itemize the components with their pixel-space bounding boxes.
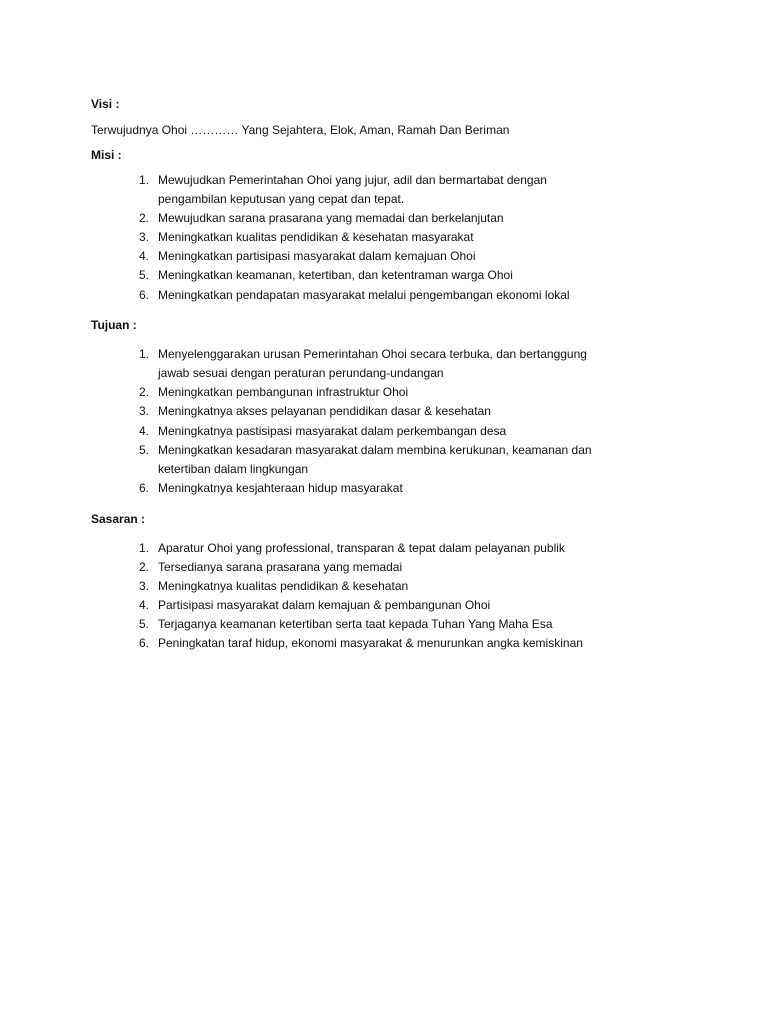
sasaran-item: Partisipasi masyarakat dalam kemajuan & pembangunan Ohoi — [158, 598, 491, 612]
tujuan-item: Meningkatkan kesadaran masyarakat dalam membina kerukunan, keamanan dan — [158, 443, 592, 457]
sasaran-heading: Sasaran : — [91, 512, 146, 526]
visi-heading: Visi : — [91, 97, 120, 111]
sasaran-item: Meningkatnya kualitas pendidikan & kesehatan — [158, 579, 409, 593]
tujuan-item: Meningkatnya pastisipasi masyarakat dalam perkembangan desa — [158, 424, 507, 438]
misi-number: 2. — [138, 211, 149, 225]
tujuan-number: 2. — [138, 385, 149, 399]
sasaran-item: Terjaganya keamanan ketertiban serta taat kepada Tuhan Yang Maha Esa — [158, 617, 553, 631]
misi-number: 3. — [138, 230, 149, 244]
misi-item: Mewujudkan sarana prasarana yang memadai dan berkelanjutan — [158, 211, 504, 225]
misi-item: Meningkatkan kualitas pendidikan & kesehatan masyarakat — [158, 230, 474, 244]
tujuan-number: 4. — [138, 424, 149, 438]
sasaran-item: Tersedianya sarana prasarana yang memadai — [158, 560, 403, 574]
tujuan-number: 3. — [138, 404, 149, 418]
sasaran-number: 3. — [138, 579, 149, 593]
sasaran-number: 4. — [138, 598, 149, 612]
misi-number: 4. — [138, 249, 149, 263]
sasaran-number: 1. — [138, 541, 149, 555]
misi-heading: Misi : — [91, 148, 122, 162]
misi-number: 5. — [138, 268, 149, 282]
visi-text: Terwujudnya Ohoi ………… Yang Sejahtera, Elok, Aman, Ramah Dan Beriman — [91, 123, 510, 137]
tujuan-heading: Tujuan : — [91, 318, 137, 332]
misi-number: 6. — [138, 288, 149, 302]
tujuan-number: 6. — [138, 481, 149, 495]
tujuan-item: Menyelenggarakan urusan Pemerintahan Ohoi secara terbuka, dan bertanggung — [158, 347, 587, 361]
sasaran-item: Aparatur Ohoi yang professional, transparan & tepat dalam pelayanan publik — [158, 541, 565, 555]
tujuan-item: Meningkatnya kesjahteraan hidup masyarakat — [158, 481, 403, 495]
sasaran-number: 2. — [138, 560, 149, 574]
tujuan-number: 1. — [138, 347, 149, 361]
misi-item: Meningkatkan keamanan, ketertiban, dan ketentraman warga Ohoi — [158, 268, 513, 282]
misi-item: Meningkatkan partisipasi masyarakat dalam kemajuan Ohoi — [158, 249, 476, 263]
misi-number: 1. — [138, 173, 149, 187]
tujuan-item: Meningkatnya akses pelayanan pendidikan dasar & kesehatan — [158, 404, 491, 418]
tujuan-item-continuation: ketertiban dalam lingkungan — [158, 462, 309, 476]
sasaran-item: Peningkatan taraf hidup, ekonomi masyarakat & menurunkan angka kemiskinan — [158, 636, 583, 650]
tujuan-number: 5. — [138, 443, 149, 457]
misi-item-continuation: pengambilan keputusan yang cepat dan tepat. — [158, 192, 405, 206]
tujuan-item: Meningkatkan pembangunan infrastruktur Ohoi — [158, 385, 409, 399]
sasaran-number: 6. — [138, 636, 149, 650]
misi-item: Mewujudkan Pemerintahan Ohoi yang jujur, adil dan bermartabat dengan — [158, 173, 547, 187]
sasaran-number: 5. — [138, 617, 149, 631]
misi-item: Meningkatkan pendapatan masyarakat melalui pengembangan ekonomi lokal — [158, 288, 570, 302]
tujuan-item-continuation: jawab sesuai dengan peraturan perundang-undangan — [158, 366, 444, 380]
